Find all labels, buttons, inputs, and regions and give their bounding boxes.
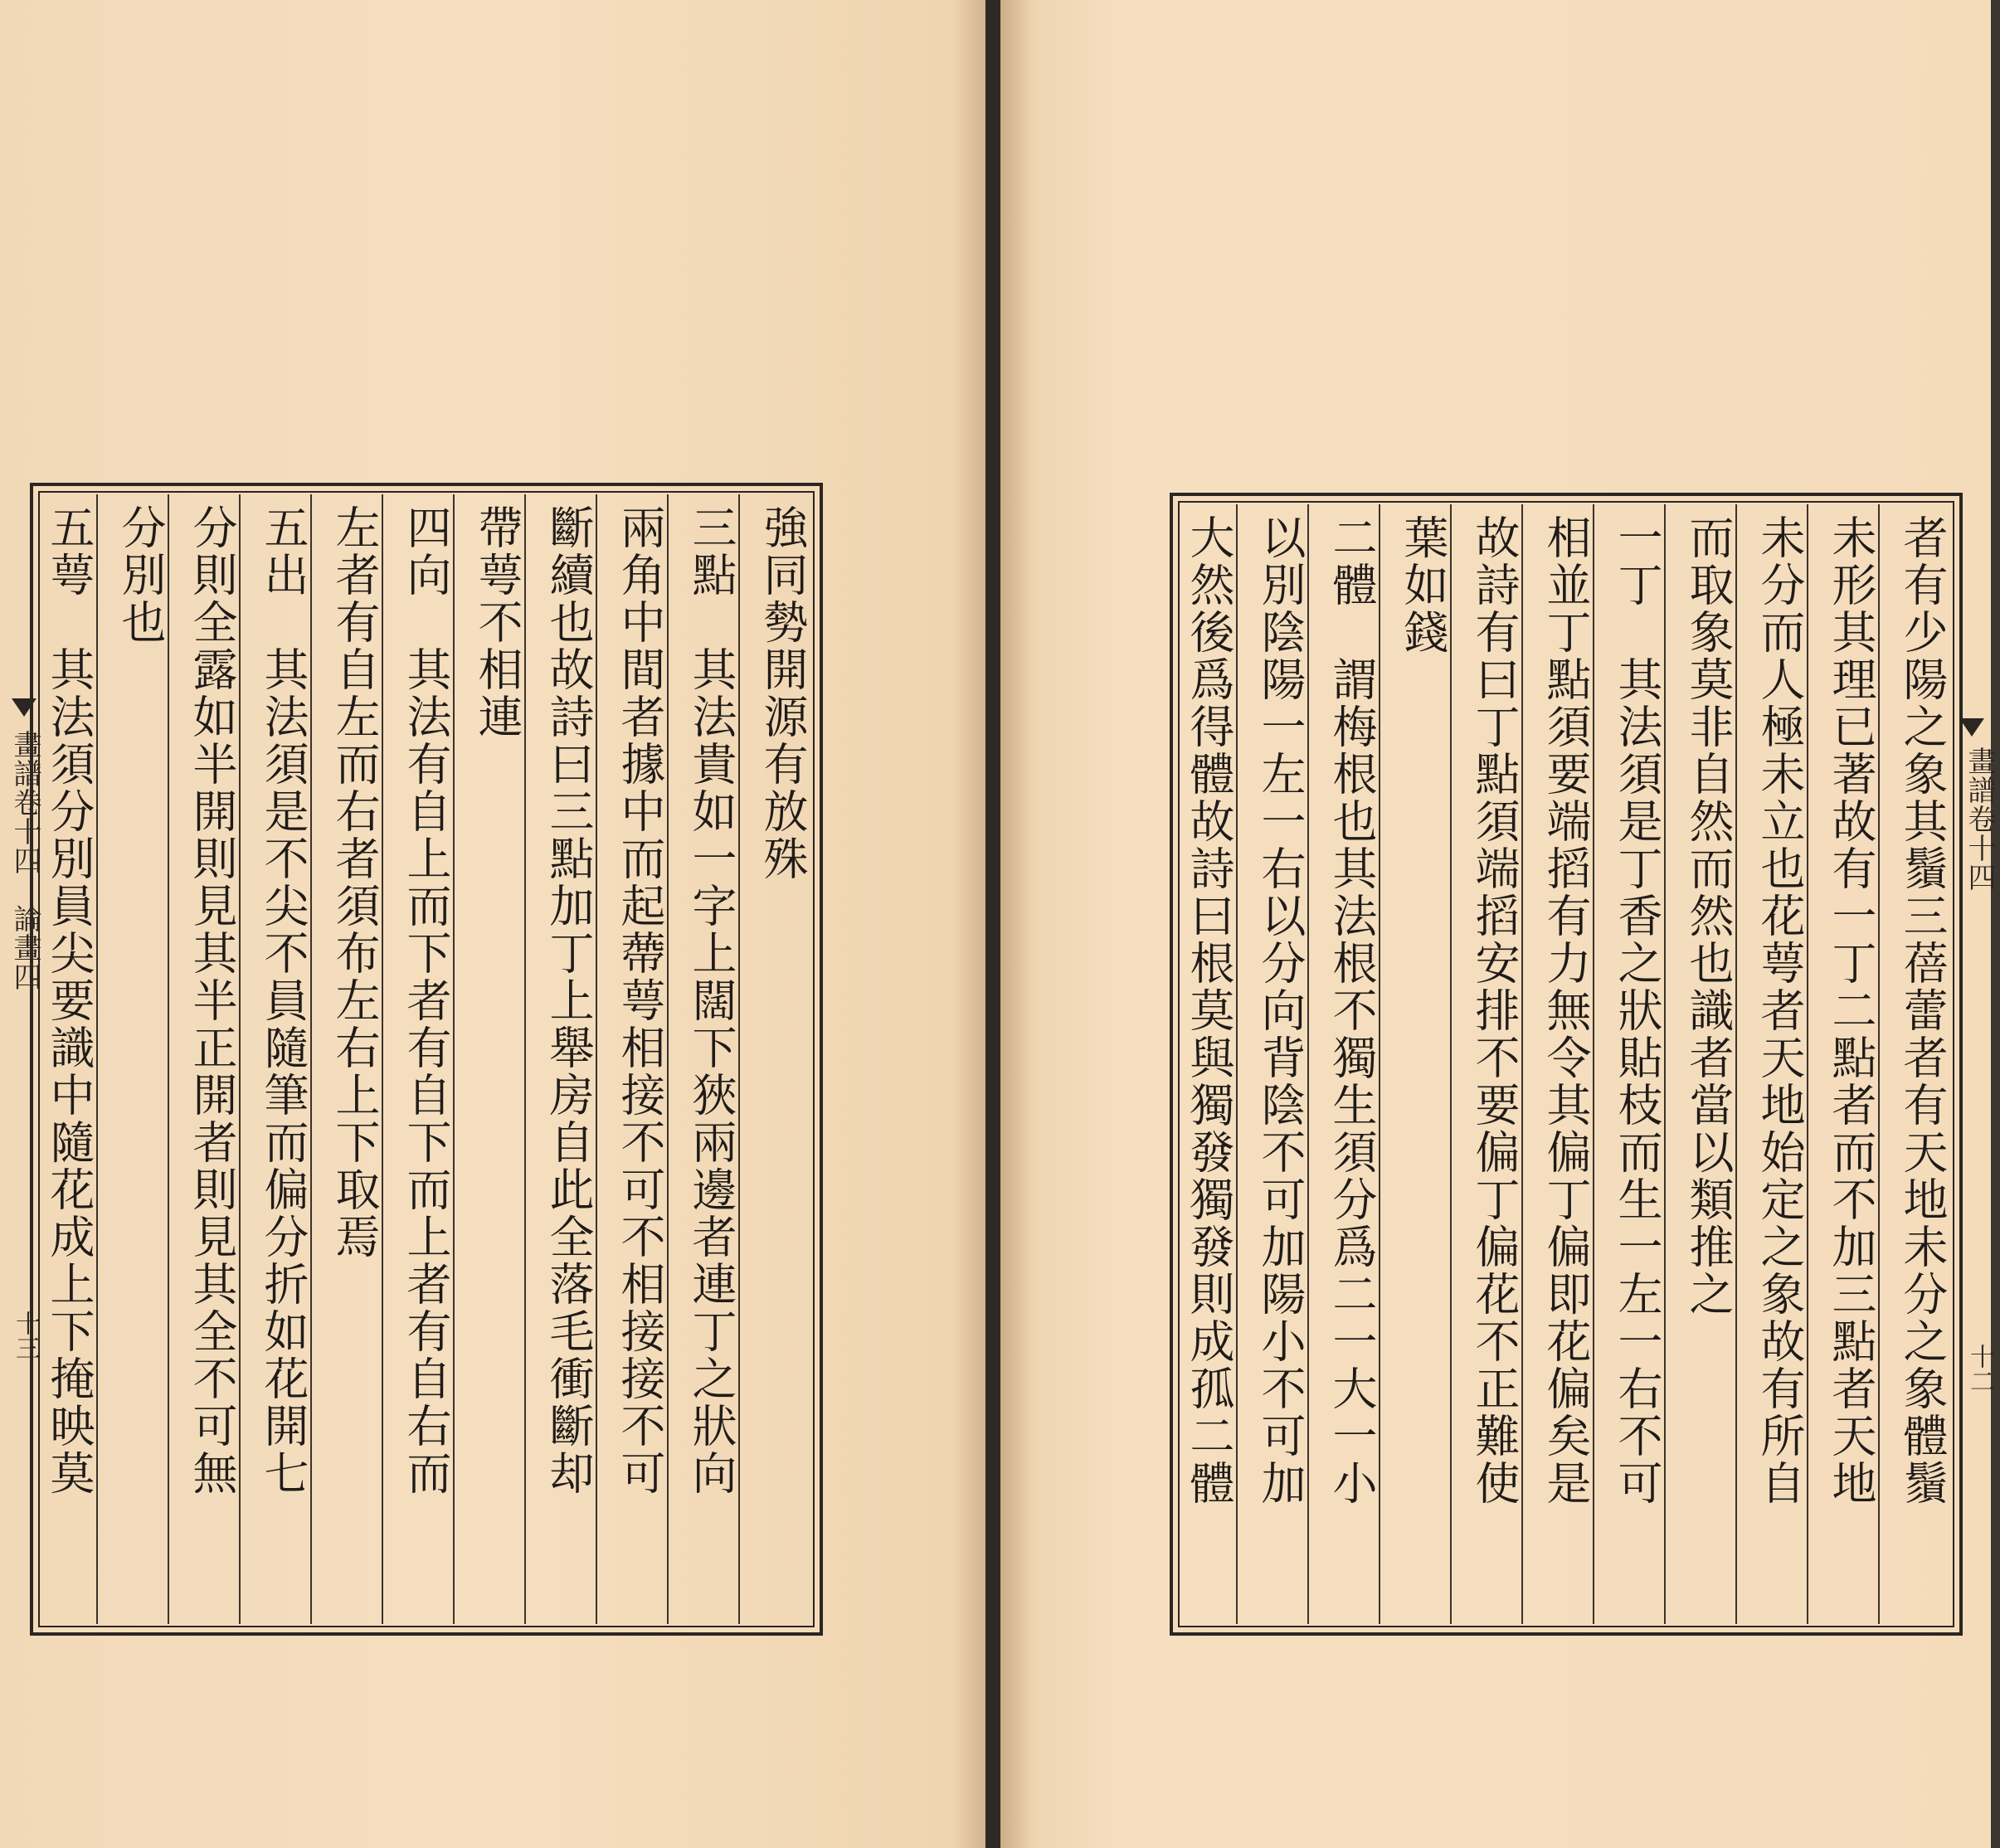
gutter-shadow-left (952, 0, 985, 1848)
right-column-2: 未形其理已著故有一丁二點者而不加三點者天地 (1825, 514, 1877, 1507)
left-column-6: 四向 其法有自上而下者有自下而上者有自右而 (400, 504, 452, 1497)
left-column-9: 分則全露如半開則見其半正開者則見其全不可無 (186, 504, 238, 1497)
right-page (1000, 0, 1996, 1848)
right-column-3: 未分而人極未立也花萼者天地始定之象故有所自 (1754, 514, 1806, 1507)
left-page-number: 十三 (11, 1311, 40, 1360)
left-column-1: 強同勢開源有放殊 (757, 504, 809, 883)
right-column-5: 一丁 其法須是丁香之狀貼枝而生一左一右不可 (1611, 514, 1663, 1507)
right-page-number: 十二 (1965, 1344, 1994, 1393)
left-column-10: 分別也 (114, 504, 167, 646)
left-column-3: 兩角中間者據中而起蔕萼相接不可不相接接不可 (614, 504, 666, 1497)
gutter-shadow-right (1000, 0, 1034, 1848)
spine-gap (985, 0, 1000, 1848)
left-column-8: 五出 其法須是不尖不員隨筆而偏分折如花開七 (257, 504, 309, 1497)
left-page (0, 0, 985, 1848)
left-column-11: 五萼 其法須分別員尖要識中隨花成上下掩映莫 (43, 504, 95, 1497)
right-column-1: 者有少陽之象其鬚三蓓蕾者有天地未分之象體鬚 (1896, 514, 1949, 1507)
left-column-7: 左者有自左而右者須布左右上下取焉 (328, 504, 381, 1261)
left-column-4: 斷續也故詩曰三點加丁上舉房自此全落毛衝斷却 (543, 504, 595, 1497)
right-text-frame (1170, 493, 1963, 1636)
right-column-9: 二體 謂梅根也其法根不獨生須分爲二一大一小 (1326, 514, 1378, 1507)
right-column-7: 故詩有曰丁點須端搯安排不要偏丁偏花不正難使 (1468, 514, 1521, 1507)
left-text-frame (30, 483, 823, 1636)
right-column-8: 葉如錢 (1397, 514, 1449, 656)
right-column-10: 以別陰陽一左一右以分向背陰不可加陽小不可加 (1254, 514, 1307, 1507)
fishtail-mark-right (1959, 718, 1984, 737)
left-margin-title: 畫譜卷十四 論畫四 (8, 730, 41, 991)
right-column-4: 而取象莫非自然而然也識者當以類推之 (1682, 514, 1735, 1318)
right-margin-title: 畫譜卷十四 (1963, 746, 1996, 892)
right-column-6: 相並丁點須要端搯有力無令其偏丁偏即花偏矣是 (1540, 514, 1592, 1507)
left-column-5: 帶萼不相連 (471, 504, 523, 741)
left-column-2: 三點 其法貴如一字上闊下狹兩邊者連丁之狀向 (685, 504, 737, 1497)
right-column-11: 大然後爲得體故詩曰根莫與獨發獨發則成孤二體 (1183, 514, 1235, 1507)
